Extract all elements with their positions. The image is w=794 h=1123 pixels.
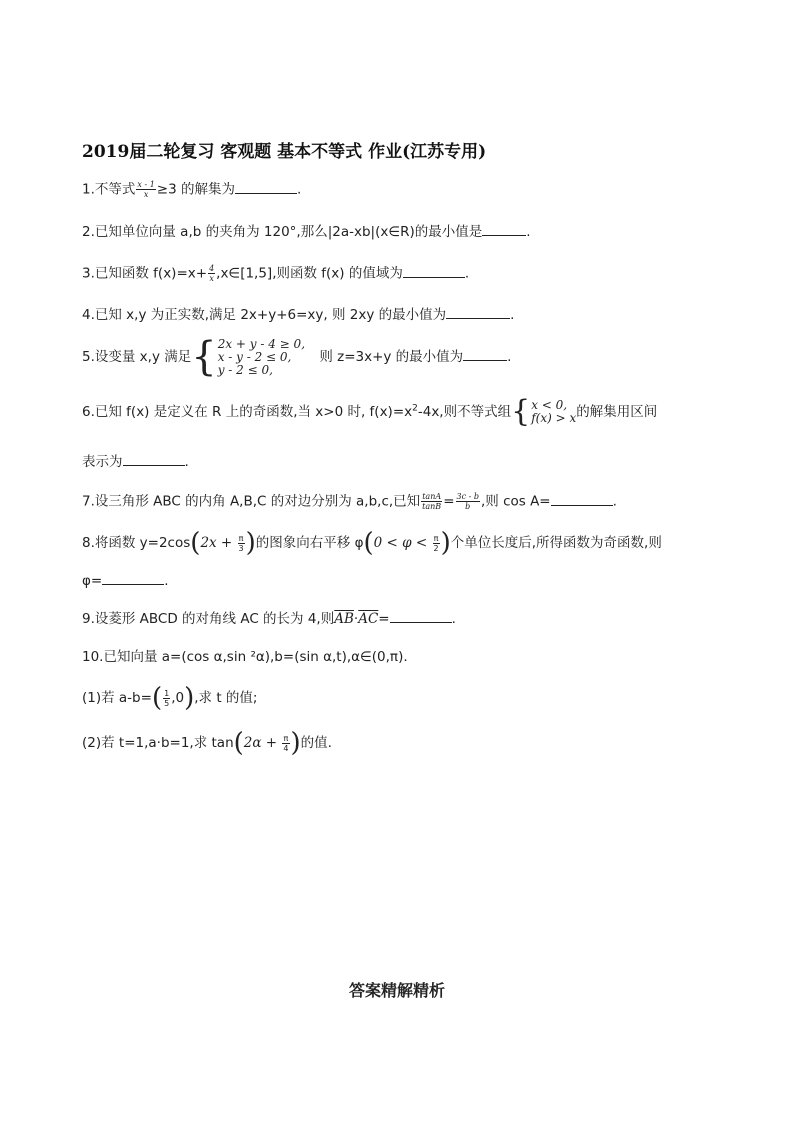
q1-end: . [296,181,302,198]
q8-f2-den: 2 [433,543,439,553]
q10-text: 10.已知向量 a=(cos α,sin ²α),b=(sin α,t),α∈(0,π). [82,649,408,665]
q7-equals: = [443,493,455,510]
q2-text: 2.已知单位向量 a,b 的夹角为 120°,那么|2a-xb|(x∈R)的最小值是 [82,224,483,240]
question-6 [82,394,658,429]
q6-answer-blank[interactable] [123,453,185,466]
q6-cont: 表示为 [82,454,123,470]
q4-text: 4.已知 x,y 为正实数,满足 2x+y+6=xy, 则 2xy 的最小值为 [82,307,447,323]
q1-rest: ≥3 的解集为 [156,181,235,198]
q6-brace: { [511,394,531,429]
question-10-part-1 [82,683,258,713]
question-3 [82,264,469,283]
question-7 [82,492,617,511]
q8-f1-den: 3 [238,543,244,553]
q10-2-num: π [283,733,289,743]
q7-f1-den: tanB [422,502,442,511]
q6-line-1: x < 0, [531,398,568,412]
q10-1-den: 5 [164,698,170,708]
q5-rest: 则 z=3x+y 的最小值为 [319,349,464,365]
q9-answer-blank[interactable] [390,610,452,623]
q1-frac-den: x [143,190,149,199]
q3-answer-blank[interactable] [403,265,465,278]
q9-lead: 9.设菱形 ABCD 的对角线 AC 的长为 4,则 [82,611,335,627]
q10-1-num: 1 [164,688,170,698]
q3-rest: ,x∈[1,5],则函数 f(x) 的值域为 [216,265,403,282]
q6-line-2: f(x) > x [531,411,577,425]
q10-1-rparen: ) [184,683,195,713]
q3-fraction [208,264,215,283]
q5-end: . [507,349,512,365]
q8-f1-num: π [238,533,244,543]
q8-lead: 8.将函数 y=2cos [82,535,191,551]
q1-lead: 1.不等式 [82,181,136,198]
q8-answer-blank[interactable] [102,572,164,585]
question-4 [82,306,514,323]
question-10-part-2 [82,728,332,758]
q8-fraction-2 [433,534,440,553]
question-5 [82,334,512,380]
q7-f1-num: tanA [422,492,442,501]
q8-f2-num: π [433,533,439,543]
q8-arg: 2x + [200,535,237,551]
q3-frac-num: 4 [209,264,215,273]
q3-end: . [464,265,470,282]
q5-lead: 5.设变量 x,y 满足 [82,349,192,365]
q5-line-3: y - 2 ≤ 0, [217,362,273,377]
q8-end: . [164,573,169,589]
q5-line-2: x - y - 2 ≤ 0, [217,349,292,364]
q10-1-zero: ,0 [171,690,185,706]
q9-vector-ac: $\overline{AC}$ [358,611,379,627]
q7-fraction-2 [456,492,480,511]
q7-end: . [612,493,617,510]
q8-lparen: ( [190,528,201,558]
q5-answer-blank[interactable] [463,348,507,361]
q8-fraction-1 [238,534,245,553]
q8-cont: φ= [82,573,103,589]
q6-lead: 6.已知 f(x) 是定义在 R 上的奇函数,当 x>0 时, f(x)=x [82,404,413,420]
q8-lparen-2: ( [363,528,374,558]
q9-vector-ab: $\overline{AB}$ [334,611,354,627]
q10-2-rparen: ) [290,728,301,758]
q7-f2-num: 3c - b [456,492,479,501]
q7-fraction-1 [421,492,442,511]
q7-answer-blank[interactable] [551,493,613,506]
question-10 [82,651,408,665]
q6-end: . [184,454,189,470]
q2-end: . [526,224,531,240]
q9-end: . [451,611,456,627]
q10-2-den: 4 [283,743,289,753]
q5-system [218,338,305,377]
q10-1-lead: (1)若 a-b= [82,690,152,706]
question-6-continued [82,453,189,470]
question-8 [82,528,662,558]
q6-exponent: 2 [412,403,418,414]
q4-answer-blank[interactable] [446,306,510,319]
q10-1-fraction [163,689,170,708]
question-8-continued [82,572,169,589]
q10-2-fraction [282,734,289,753]
q10-1-lparen: ( [151,683,163,713]
q6-mid: -4x,则不等式组 [417,404,512,420]
question-2 [82,223,531,240]
question-9 [82,610,456,627]
q10-2-arg: 2α + [243,735,282,751]
q10-2-lparen: ( [233,728,244,758]
question-1 [82,180,301,199]
q5-brace: { [191,334,217,380]
q10-2-rest: 的值. [300,735,332,751]
answer-heading: 答案精解精析 [348,981,445,1000]
q1-answer-blank[interactable] [235,181,297,194]
page-title: 2019届二轮复习 客观题 基本不等式 作业(江苏专用) [82,142,487,162]
q10-2-lead: (2)若 t=1,a·b=1,求 tan [82,735,234,751]
q7-rest: ,则 cos A= [480,493,551,510]
q3-lead: 3.已知函数 f(x)=x+ [82,265,208,282]
q3-frac-den: x [209,274,214,283]
q8-rparen: ) [245,528,256,558]
q8-rest: 个单位长度后,所得函数为奇函数,则 [450,535,662,551]
q6-system [531,399,576,425]
q8-cond: 0 < φ < [373,535,432,551]
q9-equals: = [378,611,390,627]
q2-answer-blank[interactable] [482,223,526,236]
q7-lead: 7.设三角形 ABC 的内角 A,B,C 的对边分别为 a,b,c,已知 [82,493,421,510]
q6-rest: 的解集用区间 [576,404,658,420]
q4-end: . [510,307,515,323]
q10-1-rest: ,求 t 的值; [194,690,258,706]
q1-fraction [136,180,155,199]
q5-line-1: 2x + y - 4 ≥ 0, [217,336,306,351]
q8-mid: 的图象向右平移 φ [255,535,364,551]
q1-frac-num: x - 1 [137,180,155,189]
q8-rparen-2: ) [440,528,451,558]
q9-dot: · [353,611,359,627]
q7-f2-den: b [465,502,471,511]
